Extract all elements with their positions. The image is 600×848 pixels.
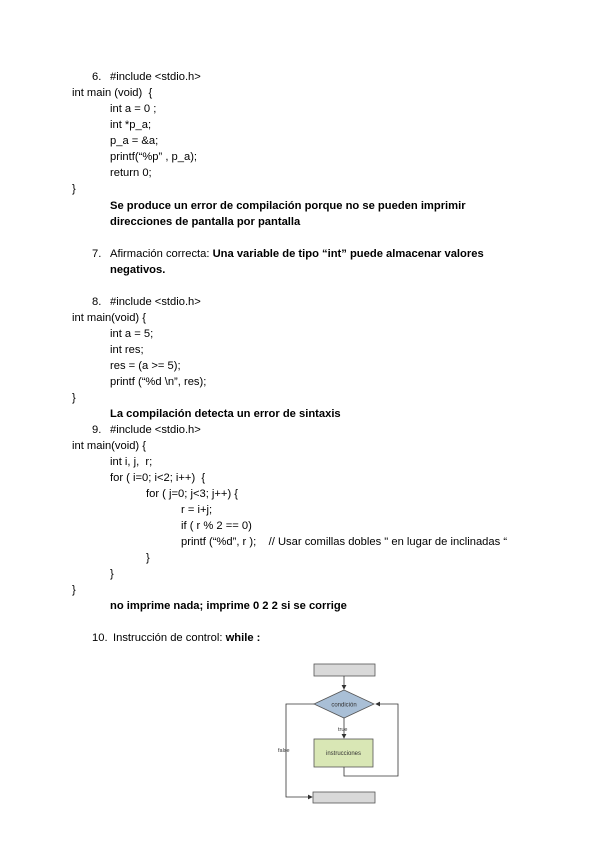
q9-code-line: printf (“%d”, r ); // Usar comillas dobles " en lugar de inclinadas “: [181, 536, 508, 548]
q7-answer: negativos.: [110, 264, 166, 276]
q8-number: 8.: [92, 296, 102, 308]
q9-answer: no imprime nada; imprime 0 2 2 si se corrige: [110, 600, 347, 612]
q6-number: 6.: [92, 71, 102, 83]
q9-code-line: for ( i=0; i<2; i++) {: [110, 472, 206, 484]
condition-label: condición: [331, 702, 357, 709]
q8-answer: La compilación detecta un error de sintaxis: [110, 408, 341, 420]
q9-code-line: #include <stdio.h>: [110, 424, 201, 436]
q7-prefix: Afirmación correcta:: [110, 248, 213, 260]
q9-code-line: }: [72, 584, 76, 596]
instructions-label: instrucciones: [325, 751, 362, 757]
q10-prefix: Instrucción de control:: [113, 632, 226, 644]
q6-code-line: int main (void) {: [72, 87, 153, 99]
q8-code-line: #include <stdio.h>: [110, 296, 201, 308]
q9-code-line: }: [110, 568, 114, 580]
q6-answer: direcciones de pantalla por pantalla: [110, 216, 301, 228]
q8-code-line: }: [72, 392, 76, 404]
q6-code-line: }: [72, 183, 76, 195]
q9-code-line: int main(void) {: [72, 440, 146, 452]
entry-bar: [314, 664, 375, 676]
true-label: true: [338, 727, 348, 733]
false-label: false: [278, 748, 290, 754]
q6-code-line: int a = 0 ;: [110, 103, 157, 115]
q9-code-line: if ( r % 2 == 0): [181, 520, 252, 532]
q8-code-line: printf (“%d \n”, res);: [110, 376, 207, 388]
exit-bar: [313, 792, 375, 803]
q7-answer: Una variable de tipo “int” puede almacenar valores: [212, 248, 484, 260]
q8-code-line: res = (a >= 5);: [110, 360, 181, 372]
q6-code-line: return 0;: [110, 167, 152, 179]
q9-number: 9.: [92, 424, 102, 436]
q6-code-line: printf(“%p” , p_a);: [110, 151, 198, 163]
q9-code-line: }: [146, 552, 150, 564]
q6-code-line: #include <stdio.h>: [110, 71, 201, 83]
q8-code-line: int a = 5;: [110, 328, 154, 340]
q6-code-line: p_a = &a;: [110, 135, 159, 147]
q6-answer: Se produce un error de compilación porque no se pueden imprimir: [110, 200, 466, 212]
q8-code-line: int res;: [110, 344, 144, 356]
q9-code-line: int i, j, r;: [110, 456, 153, 468]
q8-code-line: int main(void) {: [72, 312, 146, 324]
q7-number: 7.: [92, 248, 102, 260]
q6-code-line: int *p_a;: [110, 119, 152, 131]
false-line: [286, 704, 314, 797]
q9-code-line: r = i+j;: [181, 504, 213, 516]
q10-keyword: while :: [225, 632, 261, 644]
q9-code-line: for ( j=0; j<3; j++) {: [146, 488, 239, 500]
q10-number: 10.: [92, 632, 108, 644]
